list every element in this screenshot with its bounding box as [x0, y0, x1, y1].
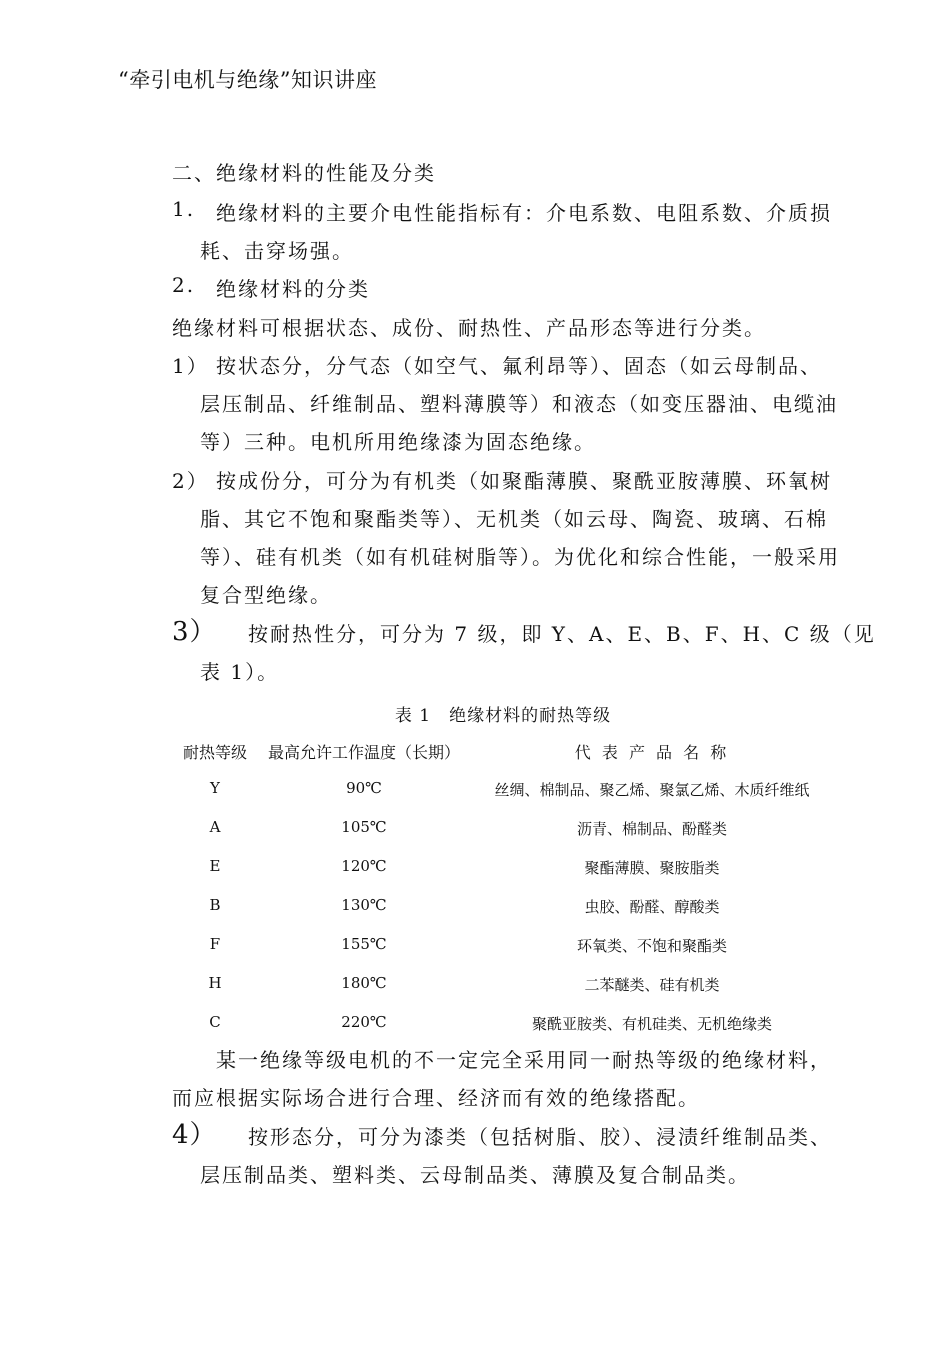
p1-line2: 层压制品、纤维制品、塑料薄膜等）和液态（如变压器油、电缆油 [200, 392, 838, 416]
p3-line1: 按耐热性分，可分为 7 级，即 Y、A、E、B、F、H、C 级（见 [248, 622, 876, 646]
table-cell-class: C [209, 1013, 221, 1031]
table-cell-class: B [209, 896, 221, 914]
p2-line3: 等）、硅有机类（如有机硅树脂等）。为优化和综合性能，一般采用 [200, 545, 840, 569]
table-header-temp: 最高允许工作温度（长期） [267, 743, 461, 762]
table-cell-products: 沥青、棉制品、酚醛类 [576, 820, 728, 838]
p3-number: 3） [172, 617, 217, 647]
table-cell-products: 聚酰亚胺类、有机硅类、无机绝缘类 [531, 1015, 773, 1033]
p3-line2: 表 1）。 [200, 660, 280, 684]
table-cell-temp: 220℃ [341, 1013, 387, 1031]
table-cell-products: 虫胶、酚醛、醇酸类 [584, 898, 720, 916]
p2-line2: 脂、其它不饱和聚酯类等）、无机类（如云母、陶瓷、玻璃、石棉 [200, 507, 828, 531]
table-cell-class: E [209, 857, 221, 875]
table-cell-temp: 105℃ [341, 818, 387, 836]
item1-number: 1. [172, 197, 196, 221]
table-cell-products: 环氧类、不饱和聚酯类 [576, 937, 728, 955]
after-table-line1: 某一绝缘等级电机的不一定完全采用同一耐热等级的绝缘材料， [216, 1048, 832, 1072]
item1-line2: 耗、击穿场强。 [200, 239, 354, 263]
p2-line4: 复合型绝缘。 [200, 583, 332, 607]
document-header: “牵引电机与绝缘”知识讲座 [118, 68, 377, 92]
item1-line1: 绝缘材料的主要介电性能指标有：介电系数、电阻系数、介质损 [216, 201, 832, 225]
table-cell-temp: 120℃ [341, 857, 387, 875]
p1-number: 1） [172, 354, 209, 378]
p4-line1: 按形态分，可分为漆类（包括树脂、胶）、浸渍纤维制品类、 [248, 1125, 832, 1149]
table-cell-temp: 180℃ [341, 974, 387, 992]
table-cell-class: H [208, 974, 222, 992]
section-heading: 二、绝缘材料的性能及分类 [172, 161, 436, 185]
table-caption: 表 1 绝缘材料的耐热等级 [394, 706, 612, 726]
table-cell-temp: 155℃ [341, 935, 387, 953]
p2-line1: 按成份分，可分为有机类（如聚酯薄膜、聚酰亚胺薄膜、环氧树 [216, 469, 832, 493]
classification-intro: 绝缘材料可根据状态、成份、耐热性、产品形态等进行分类。 [172, 316, 766, 340]
p1-line1: 按状态分，分气态（如空气、氟利昂等）、固态（如云母制品、 [216, 354, 822, 378]
table-cell-temp: 90℃ [346, 779, 382, 797]
table-header-class: 耐热等级 [182, 743, 248, 762]
item2-number: 2. [172, 273, 196, 297]
table-cell-products: 聚酯薄膜、聚胺脂类 [584, 859, 720, 877]
table-cell-temp: 130℃ [341, 896, 387, 914]
table-cell-products: 丝绸、棉制品、聚乙烯、聚氯乙烯、木质纤维纸 [494, 781, 810, 799]
p2-number: 2） [172, 469, 209, 493]
p4-line2: 层压制品类、塑料类、云母制品类、薄膜及复合制品类。 [200, 1163, 750, 1187]
item2-text: 绝缘材料的分类 [216, 277, 370, 301]
table-cell-class: A [209, 818, 221, 836]
table-header-products: 代 表 产 品 名 称 [574, 743, 730, 762]
table-cell-class: F [209, 935, 221, 953]
table-cell-products: 二苯醚类、硅有机类 [584, 976, 720, 994]
p1-line3: 等）三种。电机所用绝缘漆为固态绝缘。 [200, 430, 596, 454]
table-cell-class: Y [210, 779, 220, 797]
p4-number: 4） [172, 1120, 217, 1150]
after-table-line2: 而应根据实际场合进行合理、经济而有效的绝缘搭配。 [172, 1086, 700, 1110]
